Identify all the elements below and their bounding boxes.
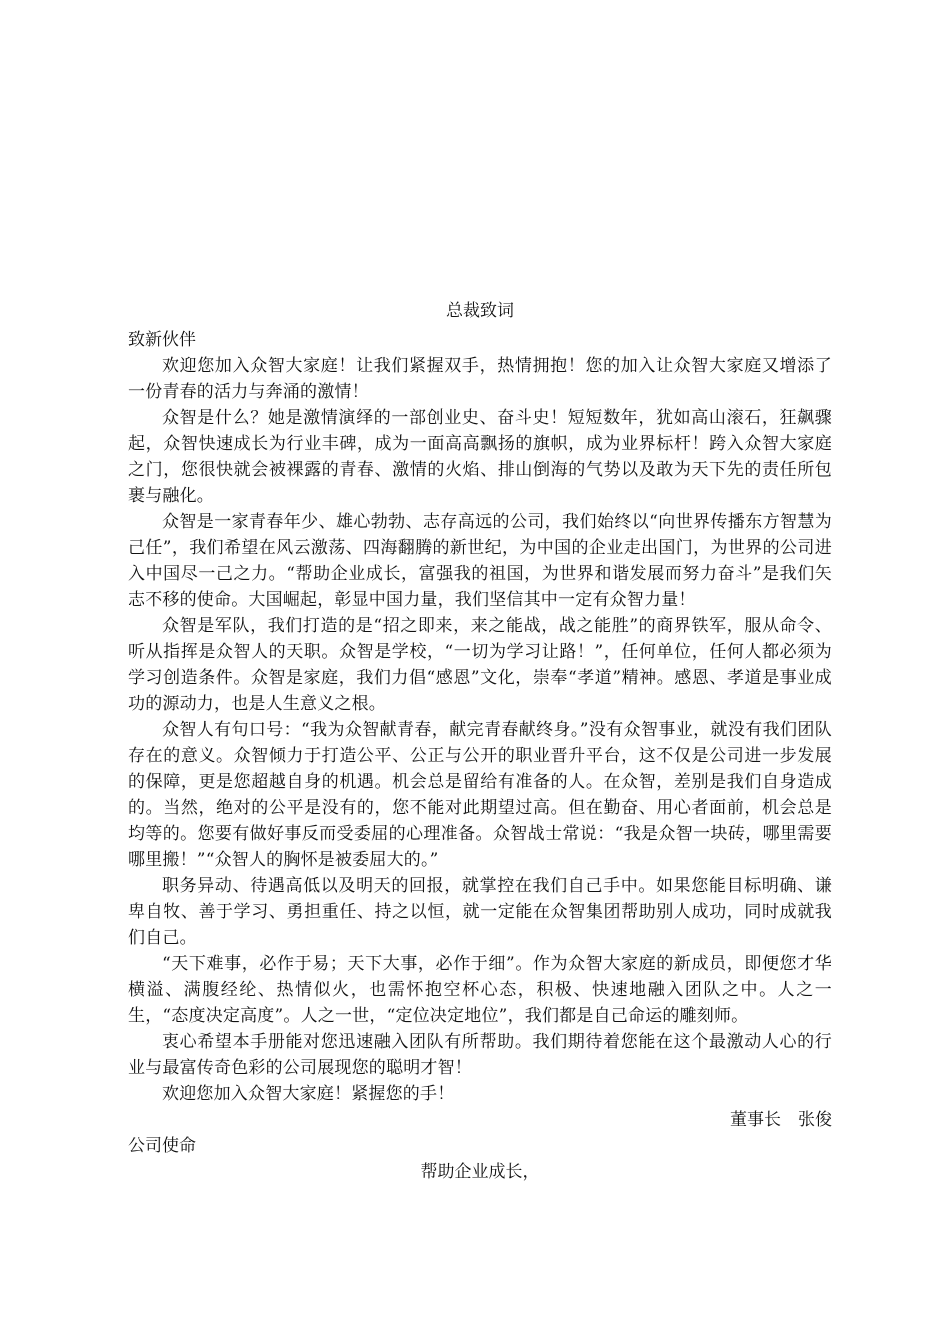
signature: 董事长 张俊 [730, 1110, 832, 1130]
paragraph-5: 众智人有句口号：“我为众智献青春，献完青春献终身。”没有众智事业，就没有我们团队存在的意义。众智倾力于打造公平、公正与公开的职业晋升平台，这不仅是公司进一步发展的保障，更是您超越自身的机遇。机会总是留给有准备的人。在众智，差别是我们自身造成的。当然，绝对的公平是没有的，您不能对此期望过高。但在勤奋、用心者面前，机会总是均等的。您要有做好事反而受委屈的心理准备。众智战士常说：“我是众智一块砖，哪里需要哪里搬！”“众智人的胸怀是被委屈大的。” [128, 720, 832, 870]
paragraph-1: 欢迎您加入众智大家庭！让我们紧握双手，热情拥抱！您的加入让众智大家庭又增添了一份青春的活力与奔涌的激情！ [128, 356, 832, 402]
page-title: 总裁致词 [446, 301, 514, 321]
mission-heading: 公司使命 [128, 1136, 196, 1156]
paragraph-2: 众智是什么？她是激情演绎的一部创业史、奋斗史！短短数年，犹如高山滚石，狂飙骤起，众智快速成长为行业丰碑，成为一面高高飘扬的旗帜，成为业界标杆！跨入众智大家庭之门，您很快就会被裸露的青春、激情的火焰、排山倒海的气势以及敢为天下先的责任所包裹与融化。 [128, 408, 832, 506]
paragraph-7: “天下难事，必作于易；天下大事，必作于细”。作为众智大家庭的新成员，即便您才华横溢、满腹经纶、热情似火，也需怀抱空杯心态，积极、快速地融入团队之中。人之一生，“态度决定高度”。人之一世，“定位决定地位”，我们都是自己命运的雕刻师。 [128, 954, 832, 1026]
paragraph-9: 欢迎您加入众智大家庭！紧握您的手！ [162, 1084, 455, 1104]
mission-line: 帮助企业成长， [420, 1162, 540, 1182]
paragraph-3: 众智是一家青春年少、雄心勃勃、志存高远的公司，我们始终以“向世界传播东方智慧为己任”，我们希望在风云激荡、四海翻腾的新世纪，为中国的企业走出国门，为世界的公司进入中国尽一己之力。“帮助企业成长，富强我的祖国，为世界和谐发展而努力奋斗”是我们矢志不移的使命。大国崛起，彰显中国力量，我们坚信其中一定有众智力量！ [128, 512, 832, 610]
paragraph-4: 众智是军队，我们打造的是“招之即来，来之能战，战之能胜”的商界铁军，服从命令、听从指挥是众智人的天职。众智是学校，“一切为学习让路！”，任何单位，任何人都必须为学习创造条件。众智是家庭，我们力倡“感恩”文化，崇奉“孝道”精神。感恩、孝道是事业成功的源动力，也是人生意义之根。 [128, 616, 832, 714]
document-page [128, 296, 832, 1185]
paragraph-6: 职务异动、待遇高低以及明天的回报，就掌控在我们自己手中。如果您能目标明确、谦卑自牧、善于学习、勇担重任、持之以恒，就一定能在众智集团帮助别人成功，同时成就我们自己。 [128, 876, 832, 948]
paragraph-8: 衷心希望本手册能对您迅速融入团队有所帮助。我们期待着您能在这个最激动人心的行业与最富传奇色彩的公司展现您的聪明才智！ [128, 1032, 832, 1078]
salutation: 致新伙伴 [128, 330, 196, 350]
